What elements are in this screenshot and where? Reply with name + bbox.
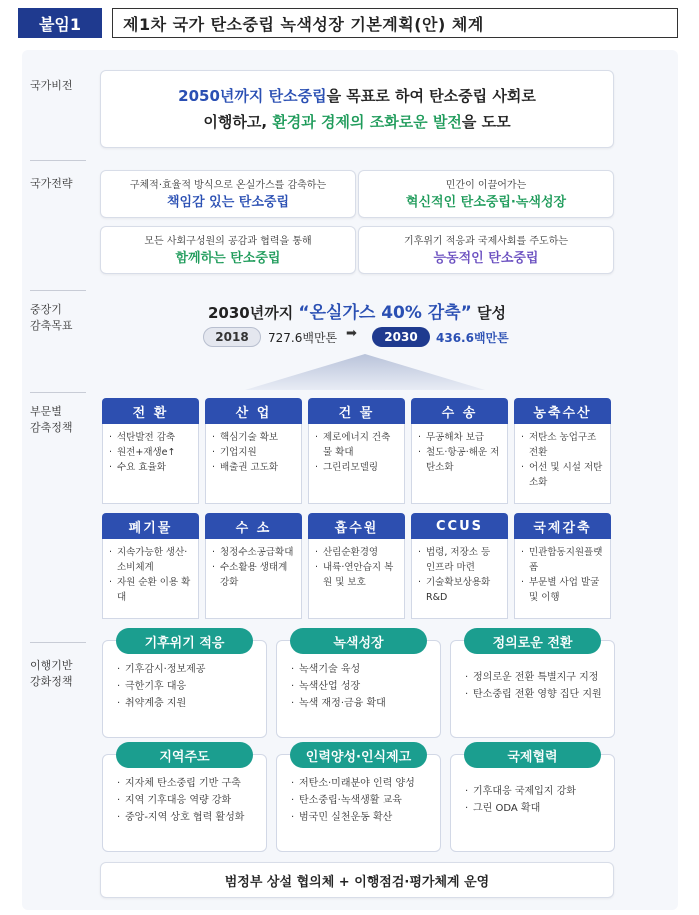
vision-card (100, 70, 614, 148)
label-sector-1: 부문별 (30, 405, 62, 418)
label-vision: 국가비전 (30, 79, 73, 92)
vision-line-1: 2050년까지 탄소중립을 목표로 하여 탄소중립 사회로 (178, 87, 536, 105)
arrow-right-icon: ➡ (346, 326, 357, 341)
baseline-value: 727.6백만톤 (268, 331, 338, 345)
sector-card: 흡수원 · 산림순환경영 · 내륙·연안습지 복원 및 보호 (308, 513, 405, 619)
label-strategy: 국가전략 (30, 177, 73, 190)
appendix-tag: 붙임1 (18, 8, 102, 38)
label-target-1: 중장기 (30, 303, 62, 316)
reduction-goal: 2030년까지 “온실가스 40% 감축” 달성 (207, 303, 507, 323)
vision-line-2: 이행하고, 환경과 경제의 조화로운 발전을 도모 (203, 113, 511, 131)
sector-card: 건 물 · 제로에너지 건축물 확대 · 그린리모델링 (308, 398, 405, 504)
label-impl-1: 이행기반 (30, 659, 73, 672)
strategy-card-2: 민간이 이끌어가는 혁신적인 탄소중립·녹색성장 (358, 170, 614, 218)
page-title: 제1차 국가 탄소중립 녹색성장 기본계획(안) 체계 (112, 8, 678, 38)
target-value: 436.6백만톤 (436, 331, 509, 345)
label-impl-2: 강화정책 (30, 675, 73, 688)
divider (30, 290, 86, 291)
sector-card: 폐기물 · 지속가능한 생산·소비체계 · 자원 순환 이용 확대 (102, 513, 199, 619)
divider (30, 642, 86, 643)
sector-card: 수 소 · 청정수소공급확대 · 수소활용 생태계 강화 (205, 513, 302, 619)
sector-card: 수 송 · 무공해차 보급 · 철도·항공·해운 저탄소화 (411, 398, 508, 504)
strategy-card-1: 구체적·효율적 방식으로 온실가스를 감축하는 책임감 있는 탄소중립 (100, 170, 356, 218)
sector-card: 농축수산 · 저탄소 농업구조 전환 · 어선 및 시설 저탄소화 (514, 398, 611, 504)
strategy-card-3: 모든 사회구성원의 공감과 협력을 통해 함께하는 탄소중립 (100, 226, 356, 274)
label-sector-2: 감축정책 (30, 421, 73, 434)
baseline-year-badge: 2018 (203, 327, 261, 347)
upward-arrow-icon (235, 352, 495, 392)
label-target-2: 감축목표 (30, 319, 73, 332)
sector-card: CCUS · 법령, 저장소 등 인프라 마련 · 기술확보상용화 R&D (411, 513, 508, 619)
divider (30, 160, 86, 161)
sector-card: 국제감축 · 민관합동지원플랫폼 · 부문별 사업 발굴 및 이행 (514, 513, 611, 619)
target-year-badge: 2030 (372, 327, 430, 347)
sector-card: 산 업 · 핵심기술 확보 · 기업지원 · 배출권 고도화 (205, 398, 302, 504)
strategy-card-4: 기후위기 적응과 국제사회를 주도하는 능동적인 탄소중립 (358, 226, 614, 274)
governance-bar: 범정부 상설 협의체 + 이행점검·평가체계 운영 (100, 862, 614, 898)
sector-card: 전 환 · 석탄발전 감축 · 원전+재생e↑ · 수요 효율화 (102, 398, 199, 504)
divider (30, 392, 86, 393)
